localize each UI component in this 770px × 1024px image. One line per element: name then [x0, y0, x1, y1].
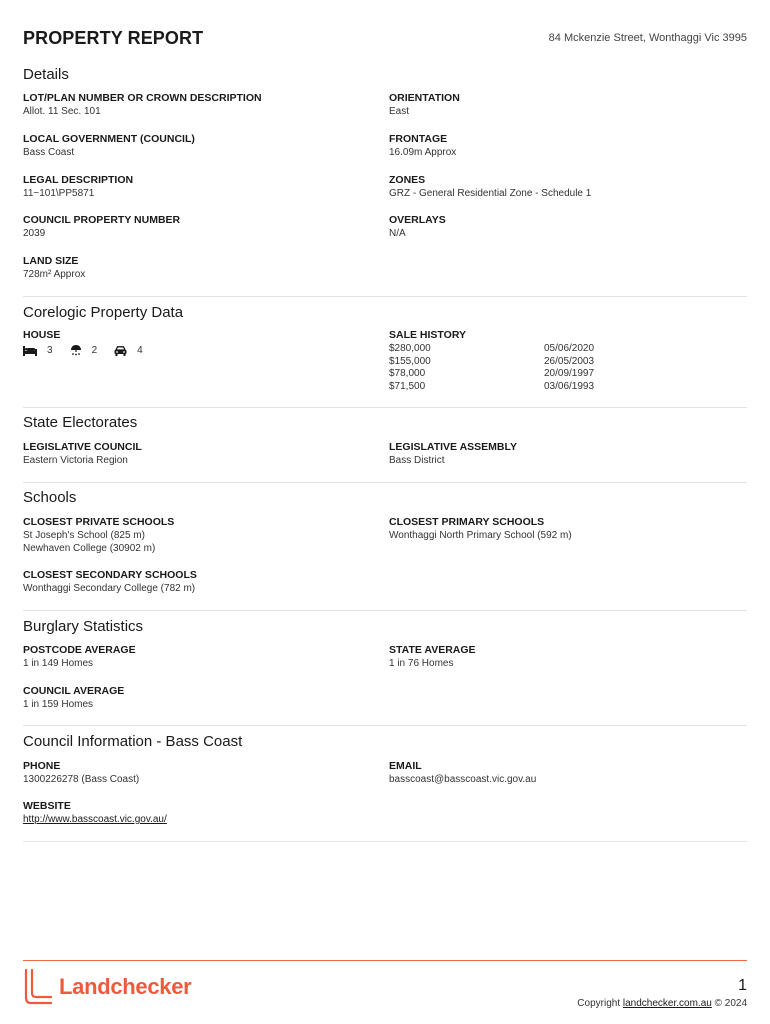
overlays-field — [389, 214, 446, 241]
bedrooms — [23, 345, 53, 356]
corelogic-title: Corelogic Property Data — [23, 304, 184, 321]
postcode-average-label: POSTCODE AVERAGE — [23, 644, 136, 656]
legal-description-label: LEGAL DESCRIPTION — [23, 174, 134, 186]
divider — [23, 610, 747, 611]
zones-value: GRZ - General Residential Zone - Schedule 1 — [389, 188, 592, 199]
bath-icon — [70, 345, 82, 356]
website-field — [23, 800, 167, 827]
council-info-title: Council Information - Bass Coast — [23, 733, 243, 750]
zones-label: ZONES — [389, 174, 426, 186]
orientation-field — [389, 92, 460, 119]
divider — [23, 407, 747, 408]
phone-value: 1300226278 (Bass Coast) — [23, 774, 140, 785]
overlays-value: N/A — [389, 228, 406, 239]
council-average-value: 1 in 159 Homes — [23, 699, 94, 710]
sale-date: 03/06/1993 — [544, 380, 595, 392]
bathroom-count: 2 — [91, 345, 98, 356]
sale-date: 05/06/2020 — [544, 343, 595, 354]
primary-schools-field — [389, 516, 572, 543]
report-header — [23, 28, 747, 52]
state-average-label: STATE AVERAGE — [389, 644, 476, 656]
primary-school-1: Wonthaggi North Primary School (592 m) — [389, 530, 572, 541]
bathrooms — [70, 345, 98, 356]
website-label: WEBSITE — [23, 800, 71, 812]
sale-price: $155,000 — [389, 355, 431, 367]
sale-price: $280,000 — [389, 343, 431, 354]
property-address: 84 Mckenzie Street, Wonthaggi Vic 3995 — [548, 32, 747, 44]
bedroom-count: 3 — [47, 345, 53, 356]
page-number: 1 — [738, 977, 747, 994]
landchecker-logo-icon — [23, 968, 53, 1006]
sale-row — [389, 343, 629, 356]
private-school-2: Newhaven College (30902 m) — [23, 542, 156, 554]
sale-history-field — [389, 329, 466, 342]
car-spaces — [114, 345, 143, 356]
logo-text: Landchecker — [59, 974, 192, 999]
copyright-link[interactable]: landchecker.com.au — [622, 998, 712, 1009]
lot-plan-value: Allot. 11 Sec. 101 — [23, 106, 101, 117]
secondary-schools-label: CLOSEST SECONDARY SCHOOLS — [23, 569, 197, 581]
secondary-school-1: Wonthaggi Secondary College (782 m) — [23, 583, 196, 594]
private-schools-field — [23, 516, 174, 555]
sale-date: 26/05/2003 — [544, 355, 595, 367]
phone-label: PHONE — [23, 760, 61, 772]
lot-plan-field — [23, 92, 262, 119]
copyright — [577, 998, 747, 1009]
state-average-field — [389, 644, 476, 671]
zones-field — [389, 174, 591, 201]
page-title: PROPERTY REPORT — [23, 28, 204, 48]
council-label: LOCAL GOVERNMENT (COUNCIL) — [23, 133, 195, 145]
legislative-assembly-value: Bass District — [389, 455, 445, 466]
phone-field — [23, 760, 139, 787]
electorates-title: State Electorates — [23, 414, 138, 431]
frontage-value: 16.09m Approx — [389, 147, 457, 158]
private-schools-label: CLOSEST PRIVATE SCHOOLS — [23, 516, 175, 528]
divider — [23, 482, 747, 483]
orientation-value: East — [389, 106, 410, 117]
land-size-label: LAND SIZE — [23, 255, 79, 267]
burglary-title: Burglary Statistics — [23, 618, 144, 635]
sale-row — [389, 368, 629, 381]
legal-description-value: 11~101\PP5871 — [23, 188, 95, 199]
council-property-number-label: COUNCIL PROPERTY NUMBER — [23, 214, 181, 226]
council-property-number-value: 2039 — [23, 228, 46, 239]
copyright-suffix: © 2024 — [711, 998, 747, 1009]
legislative-assembly-field — [389, 441, 517, 468]
details-title: Details — [23, 66, 69, 83]
council-average-label: COUNCIL AVERAGE — [23, 685, 125, 697]
orientation-label: ORIENTATION — [389, 92, 460, 104]
land-size-value: 728m² Approx — [23, 269, 86, 280]
private-school-1: St Joseph's School (825 m) — [23, 530, 145, 541]
email-value: basscoast@basscoast.vic.gov.au — [389, 774, 537, 785]
legislative-council-label: LEGISLATIVE COUNCIL — [23, 441, 142, 453]
sale-history-list — [389, 343, 629, 393]
sale-row — [389, 356, 629, 369]
secondary-schools-field — [23, 569, 197, 596]
overlays-label: OVERLAYS — [389, 214, 446, 226]
landchecker-logo — [23, 968, 191, 1006]
sale-history-label: SALE HISTORY — [389, 329, 467, 341]
sale-price: $71,500 — [389, 380, 426, 392]
car-count: 4 — [137, 345, 143, 356]
lot-plan-label: LOT/PLAN NUMBER OR CROWN DESCRIPTION — [23, 92, 262, 104]
email-label: EMAIL — [389, 760, 422, 772]
state-average-value: 1 in 76 Homes — [389, 658, 454, 669]
footer-divider — [23, 960, 747, 961]
sale-date: 20/09/1997 — [544, 368, 595, 379]
legal-description-field — [23, 174, 133, 201]
house-label: HOUSE — [23, 329, 61, 341]
council-value: Bass Coast — [23, 147, 75, 158]
legislative-assembly-label: LEGISLATIVE ASSEMBLY — [389, 441, 517, 453]
council-property-number-field — [23, 214, 180, 241]
car-icon — [114, 346, 127, 356]
copyright-prefix: Copyright — [577, 998, 623, 1009]
postcode-average-value: 1 in 149 Homes — [23, 658, 94, 669]
frontage-label: FRONTAGE — [389, 133, 448, 145]
postcode-average-field — [23, 644, 136, 671]
email-field — [389, 760, 536, 787]
land-size-field — [23, 255, 85, 282]
legislative-council-field — [23, 441, 142, 468]
council-average-field — [23, 685, 124, 712]
frontage-field — [389, 133, 456, 160]
sale-row — [389, 381, 629, 394]
divider — [23, 841, 747, 842]
sale-price: $78,000 — [389, 368, 426, 379]
divider — [23, 296, 747, 297]
house-field — [23, 329, 160, 356]
schools-title: Schools — [23, 489, 77, 506]
primary-schools-label: CLOSEST PRIMARY SCHOOLS — [389, 516, 545, 528]
website-link[interactable]: http://www.basscoast.vic.gov.au/ — [23, 814, 167, 825]
legislative-council-value: Eastern Victoria Region — [23, 455, 128, 466]
divider — [23, 725, 747, 726]
house-features — [23, 345, 160, 356]
bed-icon — [23, 346, 37, 356]
council-field — [23, 133, 195, 160]
